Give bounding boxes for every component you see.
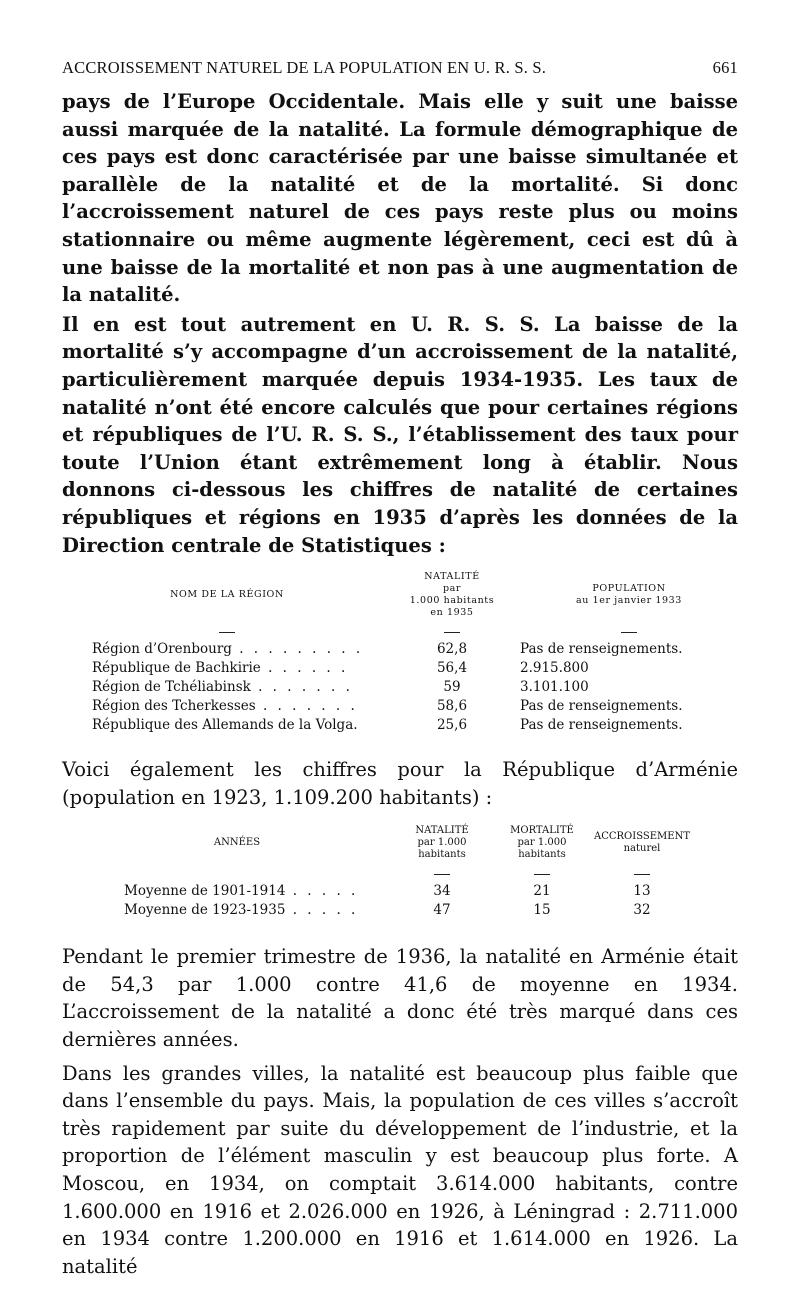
table-row: Moyenne de 1901-1914 . . . . . 34 21 13 (62, 881, 738, 900)
natalite-value: 25,6 (436, 716, 468, 733)
table-row: Région de Tchéliabinsk . . . . . . . 59 3.101.100 (62, 677, 738, 696)
col-header-mortalite-line3: habitants (518, 849, 566, 861)
col-header-natalite-line2: par (442, 583, 462, 595)
col-header-mortalite-line1: MORTALITÉ (510, 825, 574, 837)
col-header-natalite (392, 571, 512, 619)
population-value: 2.915.800 (520, 659, 589, 676)
col-header-natalite-line1: NATALITÉ (415, 825, 469, 837)
col-header-annees: ANNÉES (213, 837, 261, 849)
table-header (62, 571, 738, 619)
paragraph-2: Il en est tout autrement en U. R. S. S. La baisse de la mortalité s’y accompagne d’un accroissement de la natalité, particulièrement marquée depuis 1934-1935. Les taux de natalité n’ont été encore calculés que pour certaines régions et républiques de l’U. R. S. S., l’établissement des taux pour toute l’Union étant extrêmement long à établir. Nous donnons ci-dessous les chiffres de natalité de certaines républiques et régions en 1935 d’après les données de la Direction centrale de Statistiques : (62, 312, 738, 557)
region-name: République de Bachkirie (92, 659, 261, 676)
paragraph-4: Pendant le premier trimestre de 1936, la natalité en Arménie était de 54,3 par 1.000 contre 41,6 de moyenne en 1934. L’accroissement de la natalité a donc été très marqué dans ces dernières années. (62, 945, 738, 1052)
col-header-population-line1: POPULATION (592, 583, 666, 595)
header-rule (62, 619, 738, 639)
natality-regions-table (62, 571, 738, 734)
period-label: Moyenne de 1923-1935 (124, 901, 286, 918)
paragraph-3: Voici également les chiffres pour la République d’Arménie (population en 1923, 1.109.200 habitants) : (62, 758, 738, 809)
col-header-natalite-line2: par 1.000 (417, 837, 467, 849)
natalite-value: 62,8 (436, 640, 468, 657)
population-value: Pas de renseignements. (520, 640, 683, 657)
population-value: Pas de renseignements. (520, 716, 683, 733)
natalite-value: 58,6 (436, 697, 468, 714)
region-name: Région des Tcherkesses (92, 697, 256, 714)
table-row: République de Bachkirie . . . . . . 56,4 2.915.800 (62, 658, 738, 677)
accroissement-value: 13 (633, 882, 651, 899)
region-name: Région de Tchéliabinsk (92, 678, 251, 695)
col-header-natalite-line3: 1.000 habitants (409, 595, 495, 607)
dash-rule (219, 632, 235, 633)
col-header-mortalite-line2: par 1.000 (517, 837, 567, 849)
running-header (62, 58, 738, 78)
col-header-region: NOM DE LA RÉGION (170, 589, 284, 601)
armenia-table (62, 825, 738, 919)
dash-rule (534, 874, 550, 875)
col-header-accroissement (592, 831, 692, 855)
col-header-natalite-line1: NATALITÉ (424, 571, 480, 583)
col-header-accroissement-line1: ACCROISSEMENT (594, 831, 690, 843)
accroissement-value: 32 (633, 901, 651, 918)
col-header-population (512, 583, 738, 607)
paragraph-1: pays de l’Europe Occidentale. Mais elle y suit une baisse aussi marquée de la natalité. La formule démographique de ces pays est donc caractérisée par une baisse simultanée et parallèle de la natalité et de la mortalité. Si donc l’accroissement naturel de ces pays reste plus ou moins stationnaire ou même augmente légèrement, ceci est dû à une baisse de la mortalité et non pas à une augmentation de la natalité. (62, 90, 738, 307)
table-header (62, 825, 738, 861)
dash-rule (444, 632, 460, 633)
col-header-natalite (392, 825, 492, 861)
dash-rule (634, 874, 650, 875)
period-label: Moyenne de 1901-1914 (124, 882, 286, 899)
table-row: Région d’Orenbourg . . . . . . . . . 62,8 Pas de renseignements. (62, 639, 738, 658)
col-header-natalite-line3: habitants (418, 849, 466, 861)
col-header-accroissement-line2: naturel (623, 843, 661, 855)
col-header-mortalite (492, 825, 592, 861)
header-title: ACCROISSEMENT NATUREL DE LA POPULATION EN U. R. S. S. (62, 58, 547, 77)
population-value: 3.101.100 (520, 678, 589, 695)
paragraph-5: Dans les grandes villes, la natalité est beaucoup plus faible que dans l’ensemble du pays. Mais, la population de ces villes s’accroît très rapidement par suite du développement de l’industrie, et la proportion de l’élément masculin y est beaucoup plus forte. A Moscou, en 1934, on comptait 3.614.000 habitants, contre 1.600.000 en 1916 et 2.026.000 en 1926, à Léningrad : 2.711.000 en 1934 contre 1.200.000 en 1916 et 1.614.000 en 1926. La natalité (62, 1061, 738, 1278)
col-header-population-line2: au 1er janvier 1933 (576, 595, 682, 607)
natalite-value: 47 (433, 901, 451, 918)
natalite-value: 59 (443, 678, 461, 695)
dash-rule (621, 632, 637, 633)
table-row: République des Allemands de la Volga. 25,6 Pas de renseignements. (62, 715, 738, 734)
table-row: Région des Tcherkesses . . . . . . . 58,6 Pas de renseignements. (62, 696, 738, 715)
dash-rule (434, 874, 450, 875)
natalite-value: 34 (433, 882, 451, 899)
page-number: 661 (712, 58, 738, 77)
region-name: République des Allemands de la Volga (92, 716, 354, 733)
mortalite-value: 15 (533, 901, 551, 918)
population-value: Pas de renseignements. (520, 697, 683, 714)
header-rule (62, 861, 738, 881)
table-row: Moyenne de 1923-1935 . . . . . 47 15 32 (62, 900, 738, 919)
document-page (62, 58, 738, 1280)
col-header-natalite-line4: en 1935 (430, 607, 474, 619)
mortalite-value: 21 (533, 882, 551, 899)
natalite-value: 56,4 (436, 659, 468, 676)
region-name: Région d’Orenbourg (92, 640, 232, 657)
